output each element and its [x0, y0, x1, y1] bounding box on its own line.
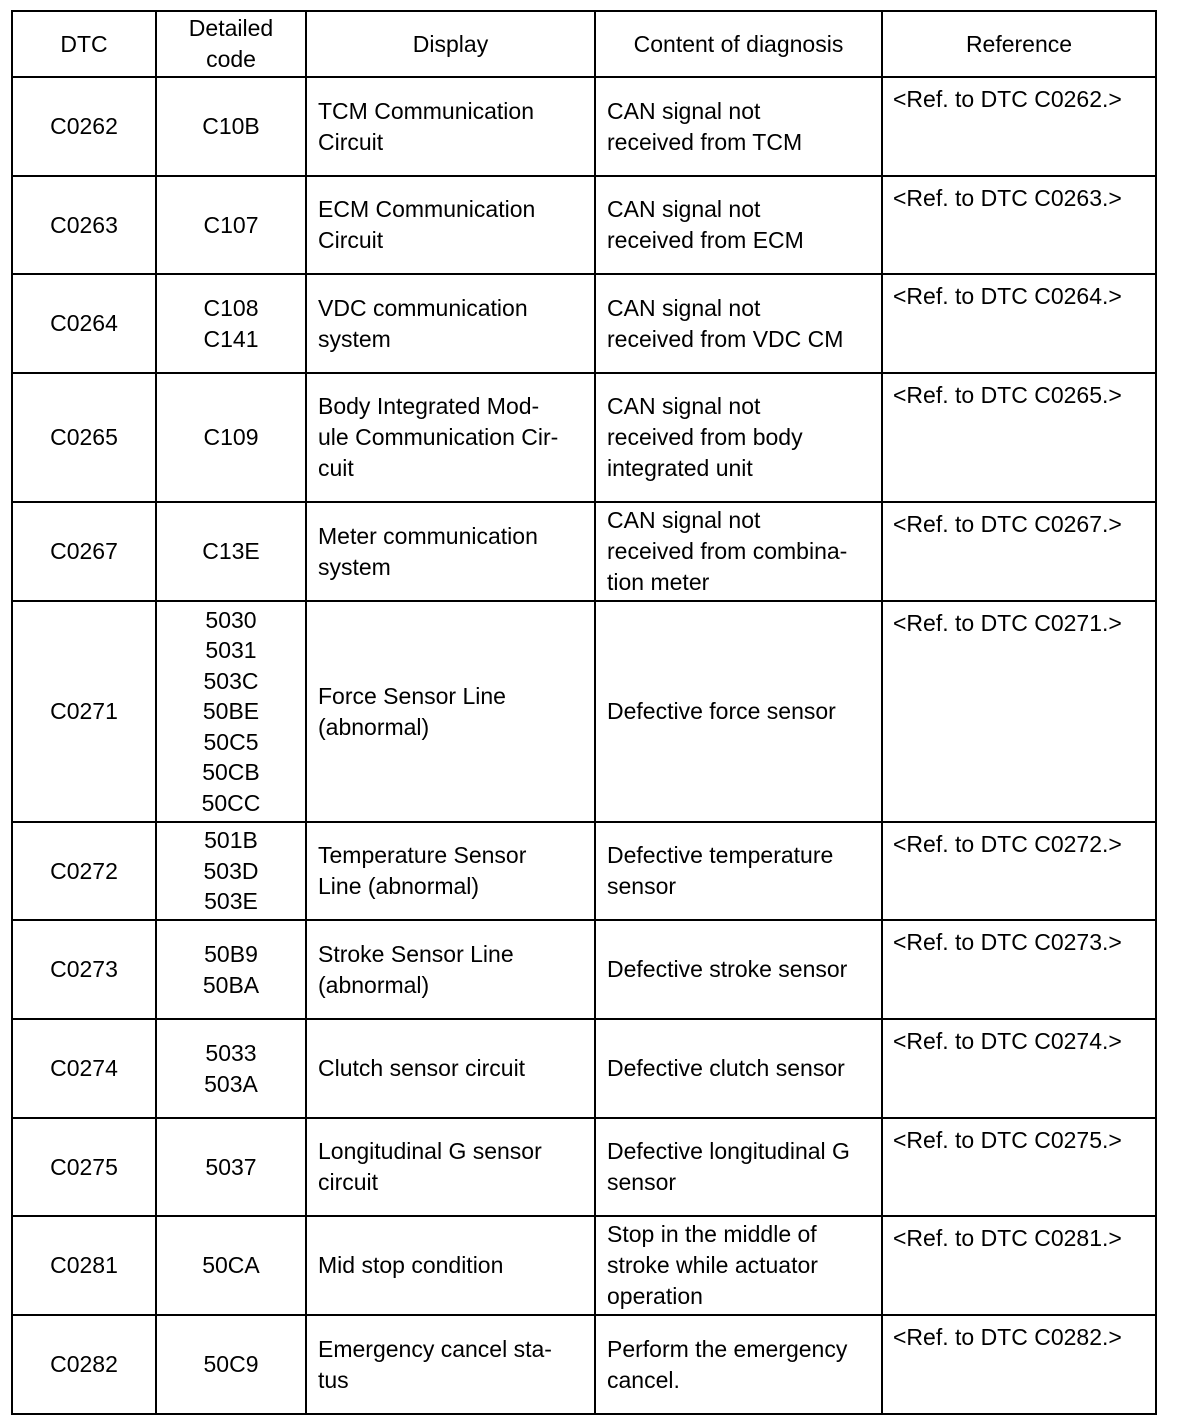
dtc-cell: C0282 [12, 1315, 156, 1414]
header-detailed-code-line: code [206, 46, 256, 72]
detailed-code-cell [156, 920, 306, 1019]
reference-link[interactable]: <Ref. to DTC C0263.> [882, 176, 1156, 274]
dtc-table [11, 10, 1157, 1415]
detailed-code: 503A [204, 1070, 258, 1097]
display-line: VDC communication [318, 294, 528, 321]
detailed-code: 50CB [202, 759, 260, 786]
display-line: Meter communication [318, 522, 538, 549]
detailed-code: C13E [202, 538, 260, 565]
display-line: ECM Communication [318, 196, 536, 222]
detailed-code-cell [156, 601, 306, 822]
reference-link[interactable]: <Ref. to DTC C0267.> [882, 502, 1156, 601]
detailed-code-cell [156, 1216, 306, 1315]
dtc-cell: C0281 [12, 1216, 156, 1315]
dtc-cell: C0273 [12, 920, 156, 1019]
detailed-code: 503C [203, 667, 259, 694]
content-line: stroke while actuator [607, 1252, 818, 1278]
display-line: Clutch sensor circuit [318, 1055, 526, 1081]
table-row [12, 601, 1156, 822]
detailed-code-cell [156, 502, 306, 601]
table-row [12, 920, 1156, 1019]
reference-link[interactable]: <Ref. to DTC C0265.> [882, 373, 1156, 502]
table-row [12, 502, 1156, 601]
content-line: Defective longitudinal G [607, 1138, 850, 1164]
display-cell [306, 1019, 595, 1118]
dtc-cell: C0275 [12, 1118, 156, 1216]
detailed-code: 50B9 [204, 941, 258, 967]
dtc-cell: C0272 [12, 822, 156, 920]
reference-link[interactable]: <Ref. to DTC C0262.> [882, 77, 1156, 176]
content-line: received from VDC CM [607, 325, 844, 352]
reference-link[interactable]: <Ref. to DTC C0273.> [882, 920, 1156, 1019]
display-cell [306, 502, 595, 601]
content-line: Defective stroke sensor [607, 956, 848, 982]
detailed-code: 501B [204, 827, 258, 854]
display-cell [306, 1315, 595, 1414]
content-cell [595, 1216, 882, 1315]
content-line: Defective temperature [607, 842, 834, 868]
table-row [12, 822, 1156, 920]
detailed-code-cell [156, 77, 306, 176]
table-row [12, 1118, 1156, 1216]
table-row [12, 373, 1156, 502]
header-dtc: DTC [12, 11, 156, 77]
detailed-code-cell [156, 1019, 306, 1118]
content-line: received from combina- [607, 538, 848, 564]
display-line: cuit [318, 455, 354, 481]
display-line: system [318, 553, 391, 580]
content-cell [595, 822, 882, 920]
display-cell [306, 920, 595, 1019]
display-line: Circuit [318, 227, 384, 253]
content-line: received from body [607, 424, 803, 450]
content-line: sensor [607, 1169, 677, 1195]
detailed-code: 503E [204, 888, 258, 915]
content-line: Defective clutch sensor [607, 1055, 845, 1081]
dtc-cell: C0265 [12, 373, 156, 502]
display-cell [306, 601, 595, 822]
display-line: Longitudinal G sensor [318, 1138, 542, 1164]
reference-link[interactable]: <Ref. to DTC C0271.> [882, 601, 1156, 822]
display-cell [306, 77, 595, 176]
content-line: Defective force sensor [607, 698, 836, 724]
reference-link[interactable]: <Ref. to DTC C0274.> [882, 1019, 1156, 1118]
display-line: circuit [318, 1169, 379, 1195]
content-line: received from ECM [607, 227, 804, 253]
display-line: (abnormal) [318, 713, 430, 740]
detailed-code-cell [156, 274, 306, 373]
content-cell [595, 274, 882, 373]
display-cell [306, 1118, 595, 1216]
content-cell [595, 1118, 882, 1216]
table-row [12, 77, 1156, 176]
reference-link[interactable]: <Ref. to DTC C0264.> [882, 274, 1156, 373]
content-cell [595, 502, 882, 601]
dtc-cell: C0264 [12, 274, 156, 373]
detailed-code: C10B [202, 113, 260, 140]
display-line: ule Communication Cir- [318, 424, 559, 450]
detailed-code-cell [156, 1315, 306, 1414]
detailed-code-cell [156, 373, 306, 502]
content-line: CAN signal not [607, 196, 761, 222]
content-line: tion meter [607, 569, 710, 595]
content-cell [595, 373, 882, 502]
display-line: Stroke Sensor Line [318, 940, 514, 967]
dtc-cell: C0263 [12, 176, 156, 274]
dtc-cell: C0262 [12, 77, 156, 176]
content-line: integrated unit [607, 455, 753, 481]
display-line: (abnormal) [318, 971, 430, 998]
display-line: Line (abnormal) [318, 873, 480, 899]
detailed-code-cell [156, 176, 306, 274]
content-line: Perform the emergency [607, 1335, 848, 1362]
content-line: CAN signal not [607, 294, 761, 321]
header-detailed-code [156, 11, 306, 77]
detailed-code-cell [156, 822, 306, 920]
reference-link[interactable]: <Ref. to DTC C0275.> [882, 1118, 1156, 1216]
reference-link[interactable]: <Ref. to DTC C0282.> [882, 1315, 1156, 1414]
detailed-code: C141 [203, 325, 259, 352]
display-cell [306, 822, 595, 920]
detailed-code: C107 [203, 211, 259, 238]
content-line: CAN signal not [607, 507, 761, 533]
dtc-cell: C0267 [12, 502, 156, 601]
detailed-code-cell [156, 1118, 306, 1216]
detailed-code: 5033 [205, 1040, 257, 1066]
detailed-code: 50CA [202, 1252, 260, 1279]
dtc-cell: C0271 [12, 601, 156, 822]
display-line: system [318, 325, 391, 352]
content-line: received from TCM [607, 128, 803, 155]
display-cell [306, 373, 595, 502]
detailed-code: 50C9 [203, 1351, 259, 1378]
display-cell [306, 1216, 595, 1315]
table-row [12, 274, 1156, 373]
detailed-code: C108 [203, 295, 259, 321]
display-line: Temperature Sensor [318, 842, 527, 868]
display-line: Mid stop condition [318, 1252, 504, 1278]
header-content: Content of diagnosis [595, 11, 882, 77]
reference-link[interactable]: <Ref. to DTC C0281.> [882, 1216, 1156, 1315]
table-row [12, 1216, 1156, 1315]
content-cell [595, 176, 882, 274]
dtc-cell: C0274 [12, 1019, 156, 1118]
display-line: Force Sensor Line [318, 682, 506, 709]
content-cell [595, 920, 882, 1019]
content-cell [595, 1019, 882, 1118]
detailed-code: 50CC [201, 789, 261, 816]
content-cell [595, 601, 882, 822]
detailed-code: 50BA [202, 971, 260, 998]
table-row [12, 1019, 1156, 1118]
header-display: Display [306, 11, 595, 77]
display-cell [306, 274, 595, 373]
content-line: sensor [607, 873, 677, 899]
content-cell [595, 1315, 882, 1414]
detailed-code: 5030 [205, 606, 257, 633]
display-cell [306, 176, 595, 274]
detailed-code: 5031 [205, 637, 257, 664]
display-line: Emergency cancel sta- [318, 1335, 552, 1362]
header-row [12, 11, 1156, 77]
content-line: CAN signal not [607, 393, 761, 419]
display-line: Circuit [318, 128, 384, 155]
table-row [12, 176, 1156, 274]
table-row [12, 1315, 1156, 1414]
detailed-code: 50BE [202, 698, 260, 725]
detailed-code: C109 [203, 424, 259, 451]
detailed-code: 503D [203, 857, 259, 884]
table-body [12, 77, 1156, 1414]
display-line: Body Integrated Mod- [318, 393, 540, 419]
content-cell [595, 77, 882, 176]
display-line: TCM Communication [318, 97, 534, 124]
reference-link[interactable]: <Ref. to DTC C0272.> [882, 822, 1156, 920]
header-detailed-code-line: Detailed [188, 15, 274, 41]
content-line: Stop in the middle of [607, 1221, 817, 1247]
display-line: tus [318, 1366, 349, 1393]
detailed-code: 50C5 [203, 728, 259, 755]
content-line: cancel. [607, 1366, 680, 1393]
content-line: CAN signal not [607, 97, 761, 124]
content-line: operation [607, 1283, 703, 1309]
detailed-code: 5037 [205, 1153, 257, 1180]
header-reference: Reference [882, 11, 1156, 77]
